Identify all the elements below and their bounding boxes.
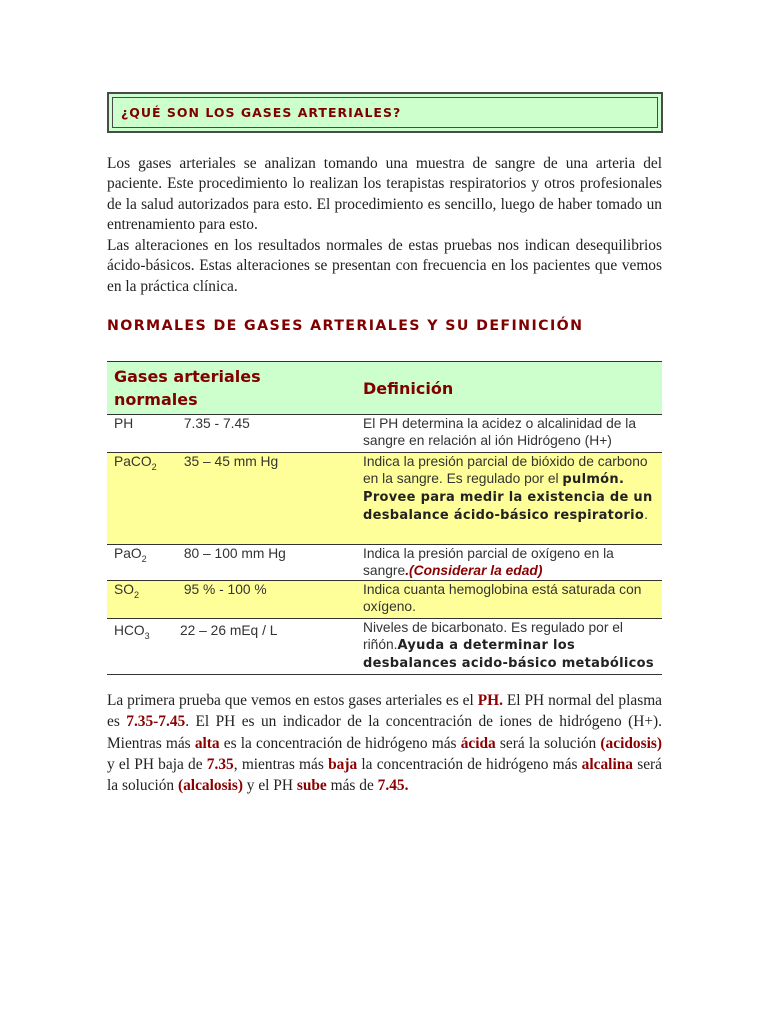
table-row (107, 453, 662, 545)
gas-cell (107, 619, 356, 675)
gas-cell (107, 545, 356, 581)
page-title: ¿QUÉ SON LOS GASES ARTERIALES? (112, 97, 658, 128)
header-definicion: Definición (356, 362, 662, 415)
header-gases: Gases arteriales normales (107, 362, 356, 415)
gas-name: PH (114, 416, 134, 431)
gas-range: 7.35 - 7.45 (183, 416, 250, 431)
gas-cell (107, 415, 356, 453)
gas-name: $HCO_3$ (114, 623, 150, 641)
def-cell: Indica la presión parcial de oxígeno en la sangre.(Considerar la edad) (356, 545, 662, 581)
gas-range: 95 % - 100 % (183, 582, 267, 597)
def-cell: Niveles de bicarbonato. Es regulado por el riñón.Ayuda a determinar los desbalances acido-básico metabólicos (356, 619, 662, 675)
def-cell: Indica la presión parcial de bióxido de carbono en la sangre. Es regulado por el pulmón. Provee para medir la existencia de un desbalance ácido-básico respiratorio. (356, 453, 662, 545)
intro-paragraph-2: Las alteraciones en los resultados normales de estas pruebas nos indican desequilibrios ácido-básicos. Estas alteraciones se presentan con frecuencia en los pacientes que vemos en la práctica clínica. (107, 237, 662, 295)
table-row (107, 415, 662, 453)
gases-table (107, 361, 662, 675)
gas-range: 80 – 100 mm Hg (183, 546, 286, 561)
table-row (107, 581, 662, 619)
gas-range: 35 – 45 mm Hg (183, 454, 279, 469)
gas-name: PaCO$_2$ (114, 454, 157, 472)
section-title: NORMALES DE GASES ARTERIALES Y SU DEFINICIÓN (107, 318, 584, 334)
table-header-row (107, 362, 662, 415)
title-box (107, 92, 663, 133)
gas-name: $SO_2$ (114, 582, 139, 600)
def-cell: El PH determina la acidez o alcalinidad de la sangre en relación al ión Hidrógeno (H+) (356, 415, 662, 453)
intro-paragraph-1: Los gases arteriales se analizan tomando una muestra de sangre de una arteria del paciente. Este procedimiento lo realizan los terapistas respiratorios y otros profesionales de la salud autorizados para esto. El procedimiento es sencillo, luego de haber tomado un entrenamiento para esto. (107, 155, 662, 234)
table-row (107, 619, 662, 675)
explanation-paragraph: La primera prueba que vemos en estos gases arteriales es el PH. El PH normal del plasma es 7.35-7.45. El PH es un indicador de la concentración de iones de hidrógeno (H+). Mientras más alta es la concentración de hidrógeno más ácida será la solución (acidosis) y el PH baja de 7.35, mientras más baja la concentración de hidrógeno más alcalina será la solución (alcalosis) y el PH sube más de 7.45. (107, 692, 662, 795)
gas-name: PaO$_2$ (114, 546, 147, 564)
gas-cell (107, 581, 356, 619)
def-cell: Indica cuanta hemoglobina está saturada con oxígeno. (356, 581, 662, 619)
gas-cell (107, 453, 356, 545)
table-row (107, 545, 662, 581)
gas-range: 22 – 26 mEq / L (180, 623, 278, 638)
